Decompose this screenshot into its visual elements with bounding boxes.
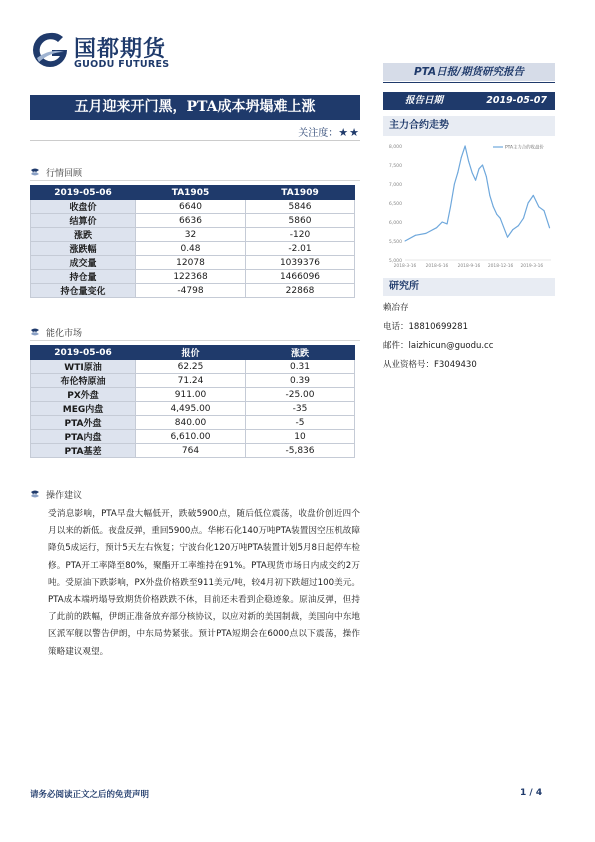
researcher-heading: 研究所 xyxy=(383,278,555,296)
y-tick-label: 7,000 xyxy=(388,183,402,188)
table-cell: -5,836 xyxy=(246,444,355,458)
table-cell: 62.25 xyxy=(136,360,246,374)
data-point xyxy=(425,233,426,234)
table-cell: 911.00 xyxy=(136,388,246,402)
table-cell: 0.48 xyxy=(136,242,246,256)
data-point xyxy=(475,180,476,181)
data-point xyxy=(479,168,480,169)
disclaimer-note[interactable]: 请务必阅读正文之后的免责声明 xyxy=(30,790,150,800)
table-row xyxy=(31,200,355,214)
table-row xyxy=(31,242,355,256)
table-cell: 1466096 xyxy=(246,270,355,284)
data-point xyxy=(549,227,550,228)
table-cell: -4798 xyxy=(136,284,246,298)
report-title: 五月迎来开门黑，PTA成本坍塌难上涨 xyxy=(30,95,360,120)
row-label: 涨跌幅 xyxy=(31,242,136,256)
y-tick-label: 5,500 xyxy=(388,240,402,245)
table-cell: 5860 xyxy=(246,214,355,228)
x-tick-label: 2018-9-16 xyxy=(457,264,481,269)
table-cell: 4,495.00 xyxy=(136,402,246,416)
section-divider xyxy=(30,340,360,341)
data-point xyxy=(496,214,497,215)
table-header-cell: 2019-05-06 xyxy=(31,186,136,200)
data-point xyxy=(523,218,524,219)
table-cell: 71.24 xyxy=(136,374,246,388)
data-point xyxy=(450,206,451,207)
row-label: PTA内盘 xyxy=(31,430,136,444)
data-point xyxy=(512,229,513,230)
x-tick-label: 2019-3-16 xyxy=(520,264,544,269)
researcher-email[interactable]: 邮件：laizhicun@guodu.cc xyxy=(383,341,494,351)
data-point xyxy=(472,172,473,173)
report-date-value: 2019-05-07 xyxy=(486,95,547,106)
table-header-cell: 涨跌 xyxy=(246,346,355,360)
table-cell: 32 xyxy=(136,228,246,242)
legend-label: PTA主力合约收盘价 xyxy=(505,145,544,151)
table-row xyxy=(31,256,355,270)
company-logo xyxy=(30,30,180,72)
x-tick-label: 2018-3-16 xyxy=(393,264,417,269)
table-header-row xyxy=(31,186,355,200)
x-tick-label: 2018-12-16 xyxy=(487,264,514,269)
section-chem-market-title: 能化市场 xyxy=(46,329,83,339)
table-cell: -35 xyxy=(246,402,355,416)
y-tick-label: 6,000 xyxy=(388,221,402,226)
row-label: 成交量 xyxy=(31,256,136,270)
section-advice-heading xyxy=(30,488,82,501)
table-cell: 1039376 xyxy=(246,256,355,270)
data-point xyxy=(457,172,458,173)
row-label: MEG内盘 xyxy=(31,402,136,416)
table-row xyxy=(31,402,355,416)
table-header-row xyxy=(31,346,355,360)
table-header-cell: 2019-05-06 xyxy=(31,346,136,360)
table-cell: 12078 xyxy=(136,256,246,270)
table-row xyxy=(31,374,355,388)
table-cell: -5 xyxy=(246,416,355,430)
table-cell: -2.01 xyxy=(246,242,355,256)
row-label: PTA外盘 xyxy=(31,416,136,430)
price-chart xyxy=(383,138,555,272)
data-point xyxy=(442,222,443,223)
section-bullet-icon xyxy=(30,489,40,499)
table-cell: 764 xyxy=(136,444,246,458)
data-point xyxy=(493,206,494,207)
report-date-band xyxy=(383,92,555,110)
data-point xyxy=(500,218,501,219)
logo-mark-icon xyxy=(30,30,70,70)
table-cell: 6640 xyxy=(136,200,246,214)
row-label: 布伦特原油 xyxy=(31,374,136,388)
data-point xyxy=(533,195,534,196)
table-row xyxy=(31,284,355,298)
section-bullet-icon xyxy=(30,327,40,337)
table-cell: 840.00 xyxy=(136,416,246,430)
table-row xyxy=(31,388,355,402)
header-divider xyxy=(383,82,555,83)
chem-market-table xyxy=(30,345,355,458)
table-header-cell: TA1909 xyxy=(246,186,355,200)
table-row xyxy=(31,270,355,284)
section-divider xyxy=(30,180,360,181)
row-label: 结算价 xyxy=(31,214,136,228)
title-divider xyxy=(30,140,360,141)
table-cell: -120 xyxy=(246,228,355,242)
table-row xyxy=(31,214,355,228)
section-chem-market-heading xyxy=(30,326,82,339)
table-cell: -25.00 xyxy=(246,388,355,402)
chart-section-title: 主力合约走势 xyxy=(383,116,555,136)
market-review-table xyxy=(30,185,355,298)
data-point xyxy=(482,165,483,166)
table-cell: 0.31 xyxy=(246,360,355,374)
data-point xyxy=(518,225,519,226)
data-point xyxy=(544,210,545,211)
logo-text-en: GUODU FUTURES xyxy=(74,59,170,70)
attention-rating xyxy=(270,124,360,139)
attention-stars-icon: ★★ xyxy=(338,126,360,139)
table-cell: 122368 xyxy=(136,270,246,284)
data-point xyxy=(538,206,539,207)
table-row xyxy=(31,360,355,374)
data-point xyxy=(528,203,529,204)
y-tick-label: 8,000 xyxy=(388,145,402,150)
table-cell: 10 xyxy=(246,430,355,444)
table-row xyxy=(31,444,355,458)
table-cell: 5846 xyxy=(246,200,355,214)
data-point xyxy=(436,227,437,228)
data-point xyxy=(465,146,466,147)
row-label: 收盘价 xyxy=(31,200,136,214)
row-label: PTA基差 xyxy=(31,444,136,458)
section-market-review-title: 行情回顾 xyxy=(46,169,83,179)
series-line xyxy=(405,146,550,241)
section-market-review-heading xyxy=(30,166,82,179)
x-tick-label: 2018-6-16 xyxy=(425,264,449,269)
advice-paragraph: 受消息影响，PTA早盘大幅低开，跌破5900点，随后低位震荡，收盘价创近四个月以来的新低。夜盘反弹，重回5900点。华彬石化140万吨PTA装置因空压机故障降负5成运行，预计5天左右恢复；宁波台化120万吨PTA装置计划5月8日起停车检修。PTA开工率降至80%，聚酯开工率维持在91%。PTA现货市场日内成交约2万吨。受原油下跌影响，PX外盘价格跌至911美元/吨，较4月初下跌超过100美元。PTA成本端坍塌导致期货价格跌跌不休，目前还未看到企稳迹象。原油反弹，但持了此前的跌幅，伊朗正准备放弃部分核协议，以应对新的美国制裁，美国向中东地区派军舰以警告伊朗，中东局势紧张。预计PTA短期会在6000点以下震荡，操作策略建议观望。 xyxy=(48,509,360,657)
report-type-banner: PTA日报/期货研究报告 xyxy=(383,63,555,81)
section-bullet-icon xyxy=(30,167,40,177)
data-point xyxy=(405,241,406,242)
table-cell: 6636 xyxy=(136,214,246,228)
table-row xyxy=(31,416,355,430)
researcher-license: 从业资格号：F3049430 xyxy=(383,360,477,370)
table-row xyxy=(31,228,355,242)
table-row xyxy=(31,430,355,444)
logo-text-cn: 国都期货 xyxy=(74,37,167,62)
table-header-cell: 报价 xyxy=(136,346,246,360)
page-number: 1 / 4 xyxy=(520,788,543,798)
data-point xyxy=(454,184,455,185)
table-cell: 6,610.00 xyxy=(136,430,246,444)
data-point xyxy=(447,223,448,224)
y-tick-label: 6,500 xyxy=(388,202,402,207)
row-label: 持仓量变化 xyxy=(31,284,136,298)
researcher-name: 赖冶存 xyxy=(383,303,409,313)
researcher-phone: 电话：18810699281 xyxy=(383,322,468,332)
attention-label: 关注度： xyxy=(298,128,339,139)
data-point xyxy=(415,235,416,236)
price-chart-svg xyxy=(383,138,555,272)
data-point xyxy=(486,176,487,177)
row-label: 涨跌 xyxy=(31,228,136,242)
table-cell: 22868 xyxy=(246,284,355,298)
y-tick-label: 5,000 xyxy=(388,259,402,264)
row-label: WTI原油 xyxy=(31,360,136,374)
row-label: 持仓量 xyxy=(31,270,136,284)
report-date-label: 报告日期 xyxy=(405,95,444,106)
table-header-cell: TA1905 xyxy=(136,186,246,200)
data-point xyxy=(468,161,469,162)
section-advice-title: 操作建议 xyxy=(46,491,83,501)
row-label: PX外盘 xyxy=(31,388,136,402)
y-tick-label: 7,500 xyxy=(388,164,402,169)
table-cell: 0.39 xyxy=(246,374,355,388)
data-point xyxy=(489,195,490,196)
data-point xyxy=(461,157,462,158)
data-point xyxy=(507,237,508,238)
